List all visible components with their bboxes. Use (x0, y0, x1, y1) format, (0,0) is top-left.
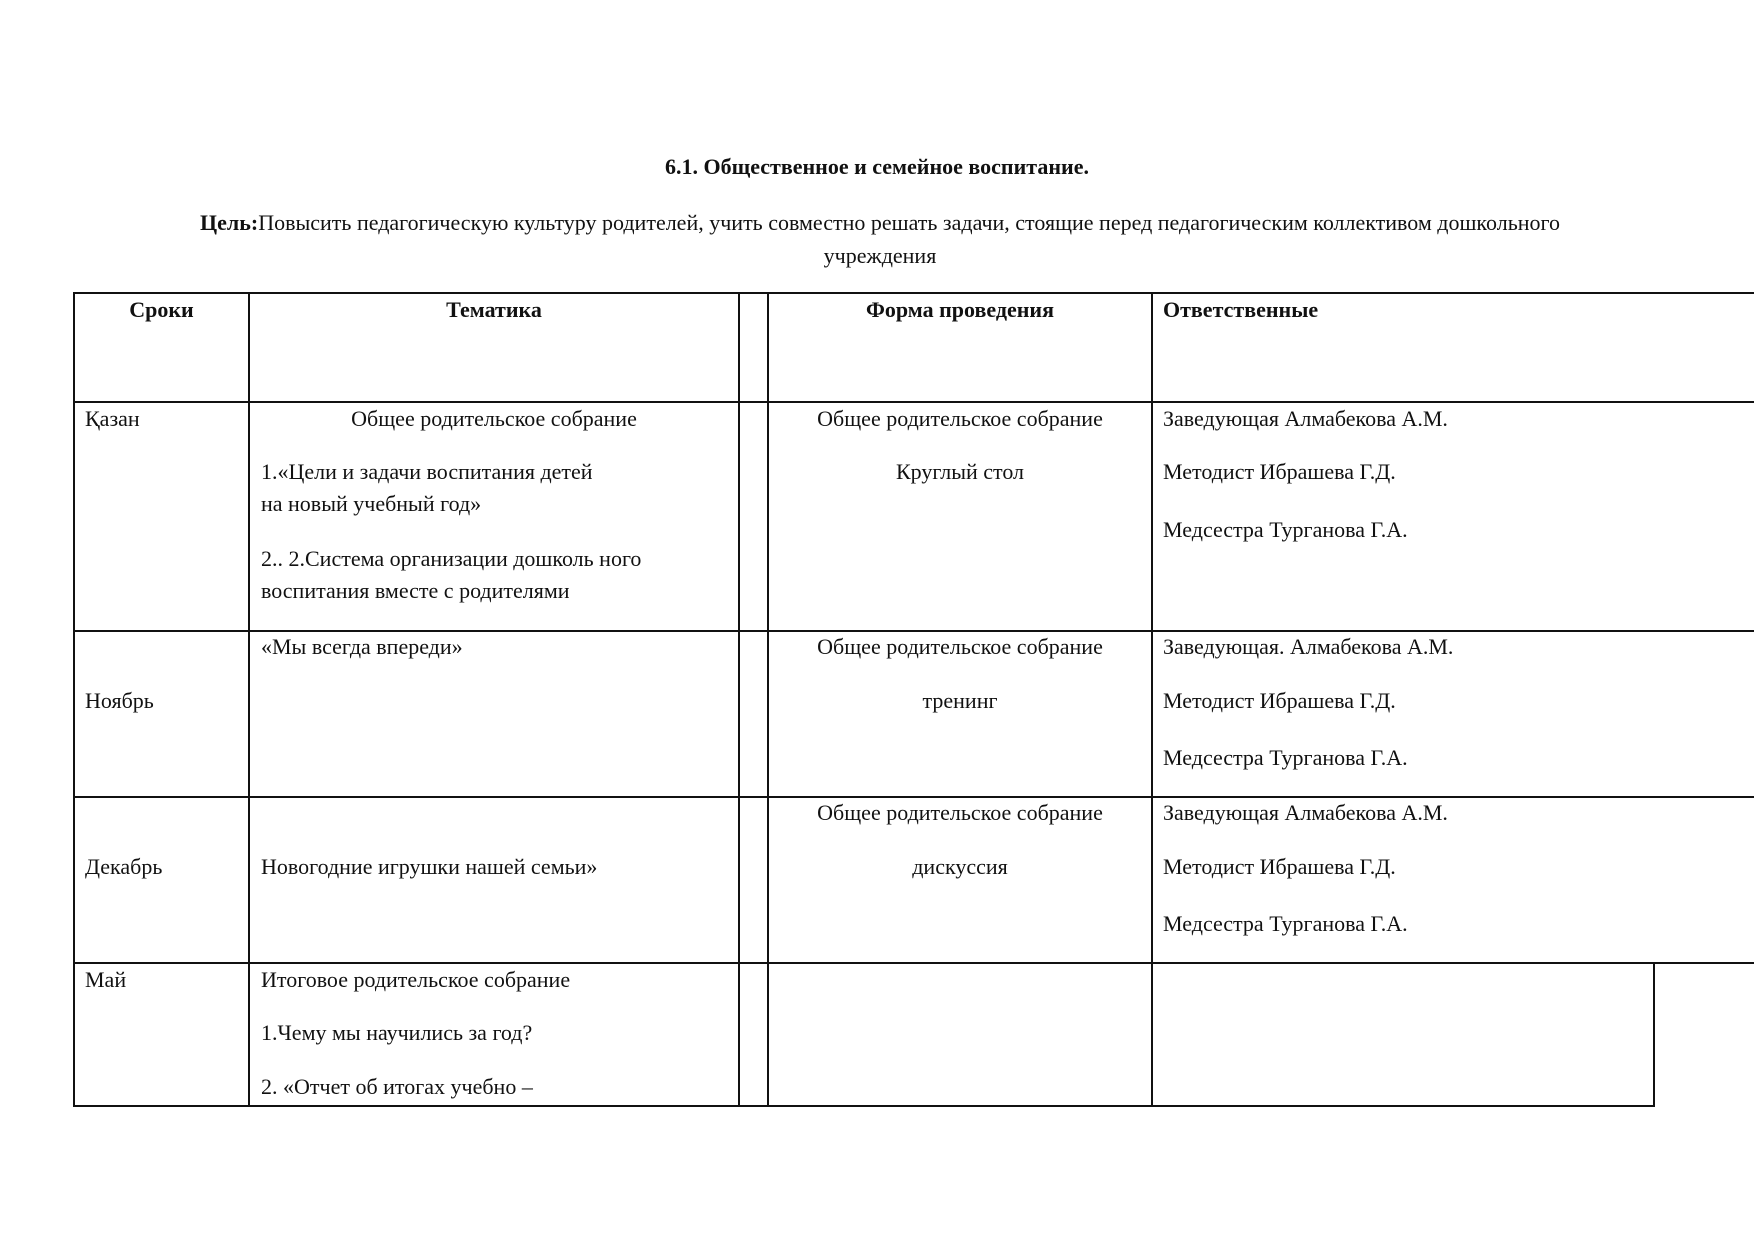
goal-paragraph (150, 206, 1610, 272)
row-responsible-line: Заведующая Алмабекова А.М. (1163, 406, 1448, 431)
row-term: Декабрь (85, 854, 163, 879)
row-topic-line: Итоговое родительское собрание (261, 967, 571, 992)
row-responsible-line: Методист Ибрашева Г.Д. (1163, 854, 1396, 879)
document-title: 6.1. Общественное и семейное воспитание. (665, 154, 1089, 179)
row-topic-line: 2.. 2.Система организации дошколь ного (261, 546, 642, 571)
row-topic-line: Общее родительское собрание (351, 406, 637, 431)
row-form-line: Общее родительское собрание (817, 634, 1103, 659)
row-responsible-line: Заведующая Алмабекова А.М. (1163, 800, 1448, 825)
row-term: Қазан (85, 406, 140, 431)
row-topic-line: «Мы всегда впереди» (261, 634, 463, 659)
table-column-divider (1151, 292, 1153, 1107)
row-form-line: Общее родительское собрание (817, 800, 1103, 825)
header-form: Форма проведения (866, 297, 1054, 322)
table-column-divider (738, 292, 740, 1107)
row-responsible-line: Методист Ибрашева Г.Д. (1163, 459, 1396, 484)
goal-label: Цель: (200, 210, 259, 235)
row-term: Ноябрь (85, 688, 154, 713)
row-form-line: тренинг (922, 688, 998, 713)
row-topic-line: 1.«Цели и задачи воспитания детей (261, 459, 593, 484)
header-term: Сроки (129, 297, 194, 322)
row-responsible-line: Заведующая. Алмабекова А.М. (1163, 634, 1454, 659)
row-responsible-line: Медсестра Турганова Г.А. (1163, 745, 1408, 770)
row-responsible-line: Методист Ибрашева Г.Д. (1163, 688, 1396, 713)
row-responsible-line: Медсестра Турганова Г.А. (1163, 517, 1408, 542)
row-topic-line: воспитания вместе с родителями (261, 578, 570, 603)
goal-text: Повысить педагогическую культуру родителей, учить совместно решать задачи, стоящие перед педагогическим коллективом дошкольного учреждения (258, 210, 1560, 268)
header-topic: Тематика (446, 297, 542, 322)
row-form-line: Круглый стол (895, 459, 1025, 484)
table-border-bottom (73, 1105, 1655, 1107)
table-border-left (73, 292, 75, 1107)
header-responsible: Ответственные (1163, 297, 1319, 322)
row-topic-line: 2. «Отчет об итогах учебно – (261, 1074, 533, 1099)
row-term: Май (85, 967, 127, 992)
row-responsible-line: Медсестра Турганова Г.А. (1163, 911, 1408, 936)
row-topic-line: 1.Чему мы научились за год? (261, 1020, 533, 1045)
row-form-line: дискуссия (912, 854, 1008, 879)
row-topic-line: Новогодние игрушки нашей семьи» (261, 854, 598, 879)
table-border-right (1653, 962, 1655, 1107)
row-topic-line: на новый учебный год» (261, 491, 482, 516)
row-form-line: Общее родительское собрание (817, 406, 1103, 431)
